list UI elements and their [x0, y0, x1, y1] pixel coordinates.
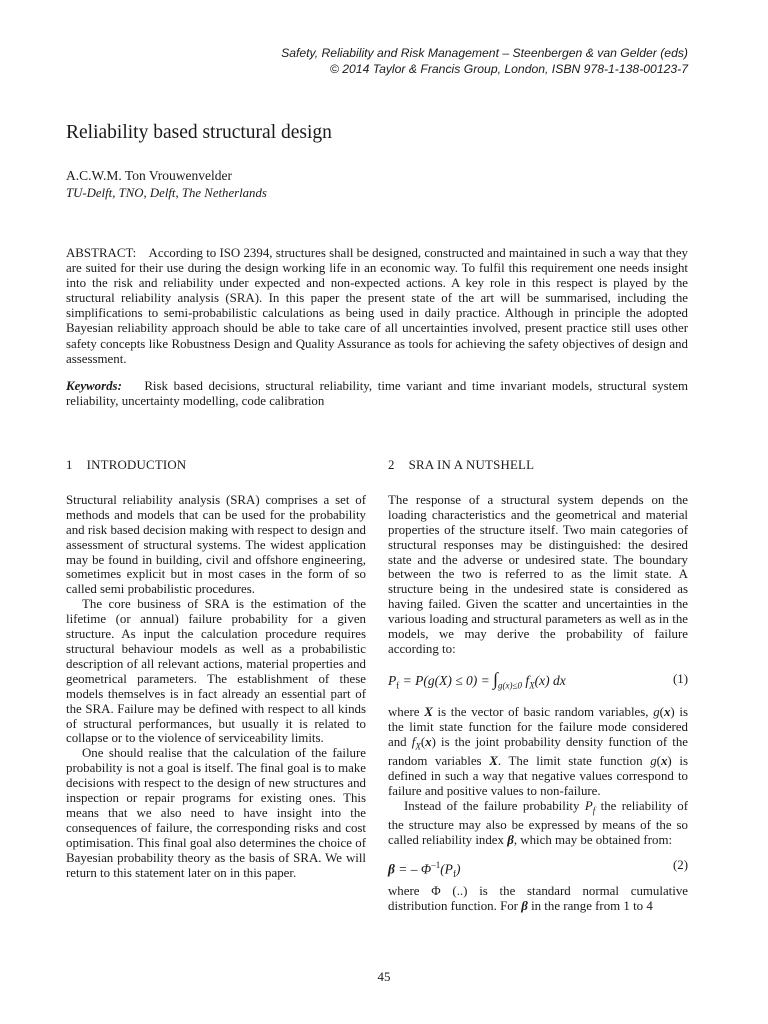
- sra-paragraph-4: where Φ (..) is the standard normal cumulative distribution function. For β in the range from 1 to 4: [388, 884, 688, 914]
- equation-1-number: (1): [672, 671, 688, 686]
- intro-paragraph-3: One should realise that the calculation of the failure probability is not a goal is itself. The final goal is to make decisions with respect to the design of new structures and inspection or repair programs for existing ones. This means that we also need to have insight into the consequences of failure, the corresponding risks and cost optimisation. This final goal also determines the choice of Bayesian probability theory as the basis of SRA. We will return to this statement later on in this paper.: [66, 746, 366, 880]
- author: A.C.W.M. Ton Vrouwenvelder: [66, 168, 232, 183]
- sra-paragraph-3: Instead of the failure probability $P_f$ the reliability of the structure may also be expressed by means of the so called reliability index β, which may be obtained from:: [388, 798, 688, 848]
- abstract-text: According to ISO 2394, structures shall be designed, constructed and maintained in such a way that they are suited for their use during the design working life in an economic way. To fulfil this requirement one needs insight into the risk and reliability under expected and non-expected actions. A key role in this respect is played by the structural reliability analysis (SRA). In this paper the present state of the art will be summarised, including the simplifications to semi-probabilistic calculations as being used in daily practice. Although in principle the adopted Bayesian reliability approach should be able to take care of all uncertainties involved, present practice still uses other safety concepts like Robustness Design and Quality Assurance as tools for achieving the safety objectives of design and assessment.: [66, 246, 688, 366]
- abstract: [66, 246, 688, 367]
- equation-2: [388, 854, 688, 880]
- sra-paragraph-1: The response of a structural system depends on the loading characteristics and the geometrical and material properties of the structure itself. Two main categories of structural responses may be distinguished: the desired state and the adverse or undesired state. The boundary between the two is referred to as the limit state. A structure being in the undesired state is considered as having failed. Given the scatter and uncertainties in the various loading and structural parameters as well as in the models, we may derive the probability of failure according to:: [388, 492, 688, 656]
- affiliation: TU-Delft, TNO, Delft, The Netherlands: [66, 186, 267, 200]
- equation-1-formula: $P_f = P(g(X) \le 0) = \int_{g(x)\le 0}$ $f_X(x)$ dx: [388, 668, 566, 691]
- abstract-label: ABSTRACT:: [66, 246, 137, 260]
- equation-2-formula: β = – $\Phi^{-1}(P_f)$: [388, 860, 461, 880]
- left-column: [66, 458, 366, 880]
- section-heading-sra-nutshell: 2 SRA IN A NUTSHELL: [388, 458, 535, 472]
- keywords-label: Keywords:: [66, 379, 122, 393]
- equation-1: [388, 665, 688, 699]
- intro-paragraph-1: Structural reliability analysis (SRA) comprises a set of methods and models that can be used for the probability and risk based decision making with respect to design and assessment of structural systems. The widest application may be found in building, civil and offshore engineering, sometimes explicit but in most cases in the form of so called semi probabilistic procedures.: [66, 492, 366, 597]
- section-heading-introduction: 1 INTRODUCTION: [66, 458, 187, 472]
- page-number: 45: [377, 970, 391, 984]
- header-line-1: Safety, Reliability and Risk Management – Steenbergen & van Gelder (eds): [281, 46, 688, 60]
- paper-title: Reliability based structural design: [66, 122, 332, 143]
- header-line-2: © 2014 Taylor & Francis Group, London, ISBN 978-1-138-00123-7: [329, 61, 688, 76]
- keywords-text: Risk based decisions, structural reliability, time variant and time invariant models, structural system reliability, uncertainty modelling, code calibration: [66, 379, 689, 409]
- right-column: [388, 458, 688, 914]
- equation-2-number: (2): [672, 858, 688, 873]
- keywords: [66, 379, 688, 409]
- intro-paragraph-2: The core business of SRA is the estimation of the lifetime (or annual) failure probability for a given structure. As input the calculation procedure requires structural behaviour models as well as a probabilistic description of all relevant actions, material properties and geometrical parameters. The establishment of these models themselves is in fact already an essential part of the SRA. Failure may be defined with respect to all kinds of structural performances, but usually it is related to collapse or to the violence of serviceability limits.: [66, 597, 366, 746]
- sra-paragraph-2: where X is the vector of basic random variables, g(x) is the limit state function for the failure mode considered and $f_X(x)$ is the joint probability density function of the random variables X. The limit state function g(x) is defined in such a way that negative values correspond to failure and positive values to non-failure.: [388, 704, 688, 798]
- running-header: [281, 46, 688, 77]
